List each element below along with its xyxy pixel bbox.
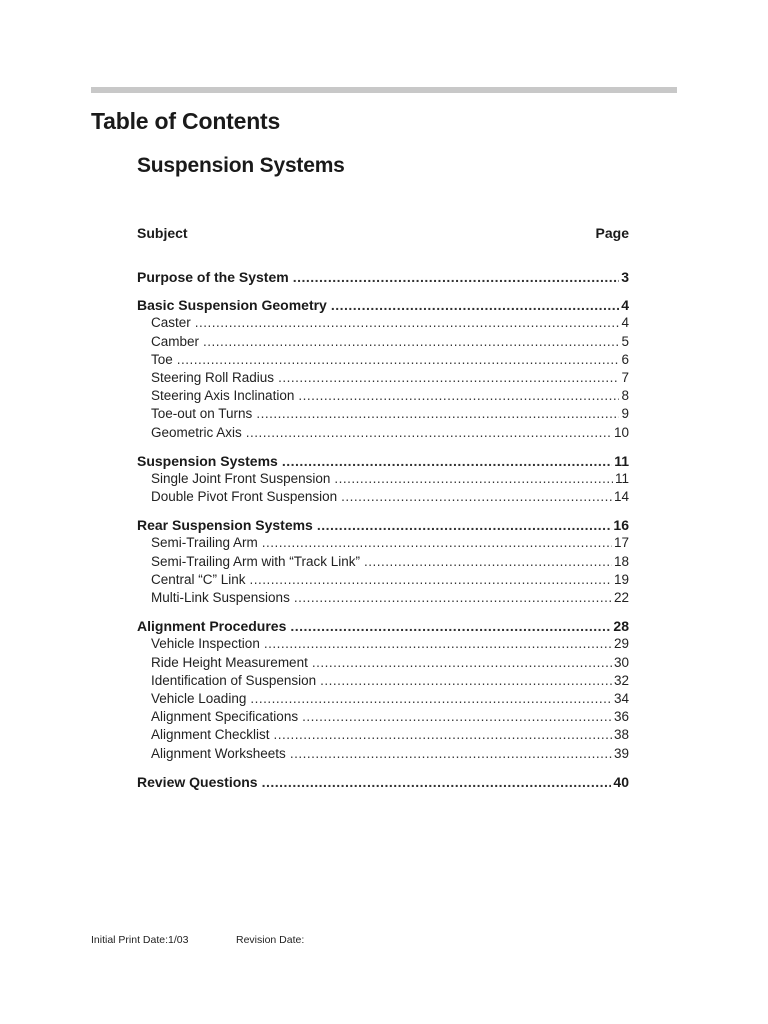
toc-entry-page: 28: [613, 618, 629, 635]
toc-subentry[interactable]: [137, 589, 629, 607]
toc-subentry[interactable]: [137, 672, 629, 690]
toc-subentry-label: Double Pivot Front Suspension: [151, 489, 338, 505]
toc-subentry[interactable]: [137, 745, 629, 763]
toc-entry[interactable]: [137, 516, 629, 534]
top-rule: [91, 87, 677, 93]
toc-subentry[interactable]: [137, 654, 629, 672]
dot-leader: [250, 690, 612, 708]
toc-subentry-page: 4: [621, 315, 629, 331]
toc-subentry-page: 8: [621, 388, 629, 404]
toc-subentry[interactable]: [137, 635, 629, 653]
toc-subentry-page: 34: [613, 690, 629, 706]
toc-subentry[interactable]: [137, 571, 629, 589]
toc-subentry[interactable]: [137, 333, 629, 351]
toc-group-purpose: [137, 268, 629, 286]
dot-leader: [290, 745, 612, 763]
toc-subentry[interactable]: [137, 690, 629, 708]
toc-subentry-page: 7: [621, 369, 629, 385]
dot-leader: [246, 424, 612, 442]
toc-entry[interactable]: [137, 773, 629, 791]
toc-subentry[interactable]: [137, 726, 629, 744]
dot-leader: [364, 553, 612, 571]
toc-subentry-label: Central “C” Link: [151, 571, 246, 587]
toc-group-suspension-systems: [137, 452, 629, 507]
dot-leader: [250, 571, 612, 589]
revision-date: Revision Date:: [236, 934, 305, 946]
toc-subentry-label: Caster: [151, 315, 191, 331]
toc-subentry-page: 6: [621, 351, 629, 367]
toc-entry-page: 4: [621, 297, 629, 314]
dot-leader: [262, 534, 612, 552]
toc-entry-page: 3: [621, 269, 629, 285]
toc-entry-label: Alignment Procedures: [137, 618, 287, 635]
toc-subentry-label: Alignment Checklist: [151, 727, 270, 743]
dot-leader: [317, 516, 612, 534]
toc-header: [137, 224, 629, 242]
dot-leader: [293, 268, 620, 286]
toc-subentry-page: 39: [613, 745, 629, 761]
toc-group-basic-geometry: [137, 296, 629, 442]
table-of-contents: [137, 224, 629, 801]
page-column-header: Page: [595, 225, 629, 241]
toc-subentry[interactable]: [137, 534, 629, 552]
toc-subentry-label: Ride Height Measurement: [151, 654, 308, 670]
dot-leader: [331, 296, 619, 314]
toc-entry[interactable]: [137, 617, 629, 635]
toc-subentry-page: 10: [613, 424, 629, 440]
page-title: Table of Contents: [91, 108, 281, 134]
toc-subentry-page: 32: [613, 672, 629, 688]
dot-leader: [320, 672, 612, 690]
dot-leader: [290, 617, 611, 635]
toc-subentry-page: 17: [613, 535, 629, 551]
dot-leader: [294, 589, 612, 607]
dot-leader: [256, 405, 619, 423]
toc-subentry-page: 18: [613, 553, 629, 569]
dot-leader: [312, 654, 612, 672]
toc-subentry-label: Toe: [151, 351, 173, 367]
toc-subentry[interactable]: [137, 553, 629, 571]
toc-entry-page: 40: [613, 773, 629, 790]
toc-subentry-label: Vehicle Loading: [151, 690, 247, 706]
toc-subentry[interactable]: [137, 488, 629, 506]
toc-entry-label: Rear Suspension Systems: [137, 517, 313, 534]
toc-subentry[interactable]: [137, 369, 629, 387]
toc-subentry-page: 38: [613, 727, 629, 743]
toc-entry[interactable]: [137, 452, 629, 470]
dot-leader: [203, 333, 619, 351]
toc-subentry-page: 11: [614, 470, 629, 486]
dot-leader: [262, 773, 612, 791]
toc-subentry-page: 30: [613, 654, 629, 670]
dot-leader: [298, 387, 619, 405]
toc-subentry[interactable]: [137, 351, 629, 369]
toc-subentry[interactable]: [137, 424, 629, 442]
toc-subentry[interactable]: [137, 470, 629, 488]
toc-entry-page: 11: [614, 452, 629, 469]
toc-subentry-label: Vehicle Inspection: [151, 636, 260, 652]
dot-leader: [334, 470, 613, 488]
toc-subentry[interactable]: [137, 405, 629, 423]
toc-group-review-questions: [137, 773, 629, 791]
toc-subentry-label: Toe-out on Turns: [151, 406, 253, 422]
toc-subentry-label: Semi-Trailing Arm: [151, 535, 258, 551]
subject-column-header: Subject: [137, 225, 188, 241]
dot-leader: [264, 635, 612, 653]
toc-subentry-label: Steering Roll Radius: [151, 369, 275, 385]
dot-leader: [177, 351, 620, 369]
toc-subentry-label: Steering Axis Inclination: [151, 388, 295, 404]
toc-subentry-page: 29: [613, 636, 629, 652]
dot-leader: [302, 708, 612, 726]
toc-subentry-label: Camber: [151, 333, 200, 349]
toc-subentry-label: Multi-Link Suspensions: [151, 590, 290, 605]
toc-subentry[interactable]: [137, 387, 629, 405]
toc-subentry-label: Semi-Trailing Arm with “Track Link”: [151, 553, 361, 569]
toc-entry-label: Purpose of the System: [137, 269, 289, 285]
dot-leader: [278, 369, 619, 387]
toc-subentry-label: Alignment Worksheets: [151, 745, 286, 761]
toc-group-rear-suspension: [137, 516, 629, 607]
toc-subentry[interactable]: [137, 314, 629, 332]
toc-entry[interactable]: [137, 268, 629, 286]
toc-entry-label: Basic Suspension Geometry: [137, 297, 327, 314]
dot-leader: [195, 314, 620, 332]
toc-subentry[interactable]: [137, 708, 629, 726]
toc-entry[interactable]: [137, 296, 629, 314]
toc-entry-page: 16: [613, 517, 629, 534]
initial-print-date: Initial Print Date:1/03: [91, 934, 189, 946]
dot-leader: [274, 726, 612, 744]
toc-subentry-label: Single Joint Front Suspension: [151, 470, 331, 486]
toc-subentry-page: 9: [621, 406, 629, 422]
toc-subentry-page: 19: [613, 571, 629, 587]
toc-subentry-label: Identification of Suspension: [151, 672, 317, 688]
dot-leader: [341, 488, 612, 506]
toc-subentry-page: 5: [621, 333, 629, 349]
toc-subentry-page: 22: [613, 590, 629, 605]
toc-group-alignment-procedures: [137, 617, 629, 763]
section-title: Suspension Systems: [137, 154, 345, 177]
toc-subentry-label: Geometric Axis: [151, 424, 242, 440]
toc-subentry-label: Alignment Specifications: [151, 709, 299, 725]
toc-entry-label: Suspension Systems: [137, 452, 278, 469]
dot-leader: [282, 452, 612, 470]
toc-subentry-page: 36: [613, 709, 629, 725]
toc-subentry-page: 14: [613, 489, 629, 505]
toc-entry-label: Review Questions: [137, 773, 258, 790]
